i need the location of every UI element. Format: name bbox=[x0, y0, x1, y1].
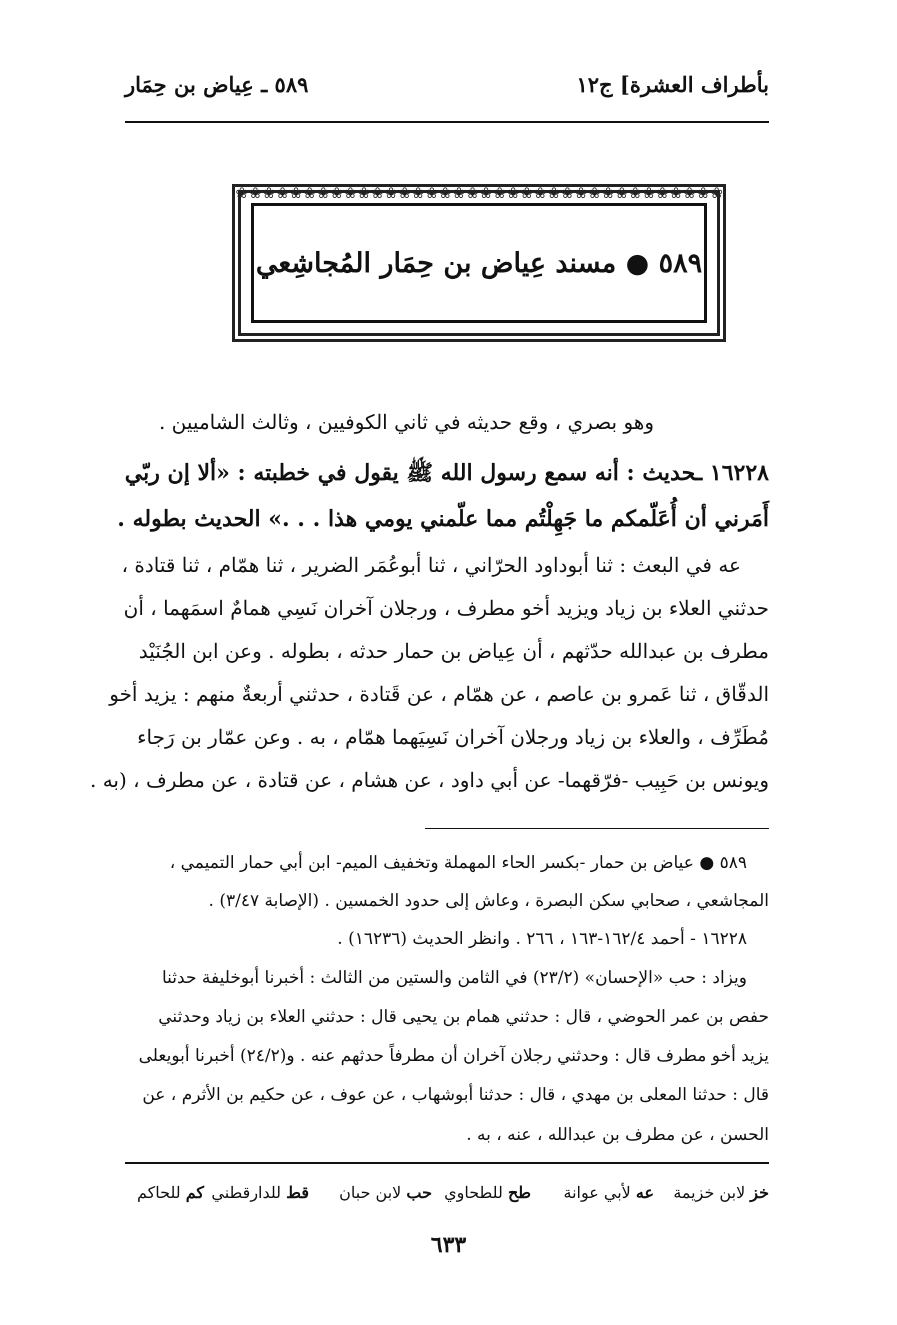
header-chapter-title: ٥٨٩ ـ عِياض بن حِمَار bbox=[125, 72, 309, 97]
footnote-line-7: قال : حدثنا المعلى بن مهدي ، قال : حدثنا أبوشهاب ، عن عوف ، عن حكيم بن الأثرم ، عن bbox=[142, 1085, 769, 1105]
ornament-top-border: ❀❀❀❀❀❀❀❀❀❀❀❀❀❀❀❀❀❀❀❀❀❀❀❀❀❀❀❀❀❀❀❀❀❀❀❀ bbox=[236, 184, 724, 202]
isnad-line-1: عه في البعث : ثنا أبوداود الحرّاني ، ثنا أبوعُمَر الضرير ، ثنا همّام ، ثنا قتادة ، bbox=[121, 553, 741, 577]
musnad-title: ٥٨٩ ● مسند عِياض بن حِمَار المُجاشِعي bbox=[255, 247, 703, 279]
abbr-hakim: كم للحاكم bbox=[137, 1183, 204, 1202]
hadith-line-1: ١٦٢٢٨ ـحديث : أنه سمع رسول الله ﷺ يقول في خطبته : «ألا إن ربّي bbox=[124, 460, 769, 486]
abbreviation-rule bbox=[125, 1162, 769, 1164]
footnote-line-8: الحسن ، عن مطرف بن عبدالله ، عنه ، به . bbox=[466, 1125, 769, 1145]
footnote-separator bbox=[425, 828, 769, 829]
header-book-title: بأطراف العشرة] ج١٢ bbox=[576, 72, 769, 97]
abbreviation-key bbox=[125, 1183, 769, 1209]
footnote-line-6: يزيد أخو مطرف قال : وحدثني رجلان آخران أن مطرفاً حدثهم عنه . و(٢٤/٢) أخبرنا أبويعلى bbox=[138, 1046, 769, 1066]
page-number: ٦٣٣ bbox=[430, 1232, 467, 1258]
isnad-line-4: الدقّاق ، ثنا عَمرو بن عاصم ، عن همّام ، عن قَتادة ، حدثني أربعةٌ منهم : يزيد أخو bbox=[109, 682, 769, 706]
intro-line: وهو بصري ، وقع حديثه في ثاني الكوفيين ، وثالث الشاميين . bbox=[158, 410, 654, 434]
abbr-daraqutni: قط للدارقطني bbox=[211, 1183, 309, 1202]
footnote-line-2: المجاشعي ، صحابي سكن البصرة ، وعاش إلى حدود الخمسين . (الإصابة ٣/٤٧) . bbox=[208, 891, 769, 911]
isnad-line-5: مُطَرِّف ، والعلاء بن زياد ورجلان آخران نَسِيَهما همّام ، به . وعن عمّار بن رَجاء bbox=[137, 725, 769, 749]
abbr-ibn-hibban: حب لابن حبان bbox=[339, 1183, 432, 1202]
abbr-ibn-khuzayma: خز لابن خزيمة bbox=[673, 1183, 769, 1202]
title-frame bbox=[232, 184, 726, 342]
abbr-tahawi: طح للطحاوي bbox=[444, 1183, 531, 1202]
header-rule bbox=[125, 121, 769, 123]
title-frame-inner bbox=[251, 203, 707, 323]
isnad-line-2: حدثني العلاء بن زياد ويزيد أخو مطرف ، ورجلان آخران نَسِي همامٌ اسمَهما ، أن bbox=[123, 596, 769, 620]
footnote-line-3: ١٦٢٢٨ - أحمد ١٦٢/٤-١٦٣ ، ٢٦٦ . وانظر الحديث (١٦٢٣٦) . bbox=[337, 929, 747, 949]
footnote-line-5: حفص بن عمر الحوضي ، قال : حدثني همام بن يحيى قال : حدثني العلاء بن زياد وحدثني bbox=[158, 1007, 769, 1027]
isnad-line-6: ويونس بن حَبِيب -فرّقهما- عن أبي داود ، عن هشام ، عن قتادة ، عن مطرف ، (به . bbox=[89, 768, 769, 792]
running-header bbox=[125, 72, 769, 108]
isnad-line-3: مطرف بن عبدالله حدّثهم ، أن عِياض بن حمار حدثه ، بطوله . وعن ابن الجُنَيْد bbox=[138, 639, 769, 663]
abbr-abu-awana: عه لأبي عوانة bbox=[563, 1183, 654, 1202]
footnote-line-1: ٥٨٩ ● عياض بن حمار -بكسر الحاء المهملة وتخفيف الميم- ابن أبي حمار التميمي ، bbox=[169, 853, 747, 873]
footnote-line-4: ويزاد : حب «الإحسان» (٢٣/٢) في الثامن والستين من الثالث : أخبرنا أبوخليفة حدثنا bbox=[162, 968, 747, 988]
hadith-line-2: أَمَرني أن أُعَلّمكم ما جَهِلْتُم مما علّمني يومي هذا . . .» الحديث بطوله . bbox=[117, 506, 769, 532]
